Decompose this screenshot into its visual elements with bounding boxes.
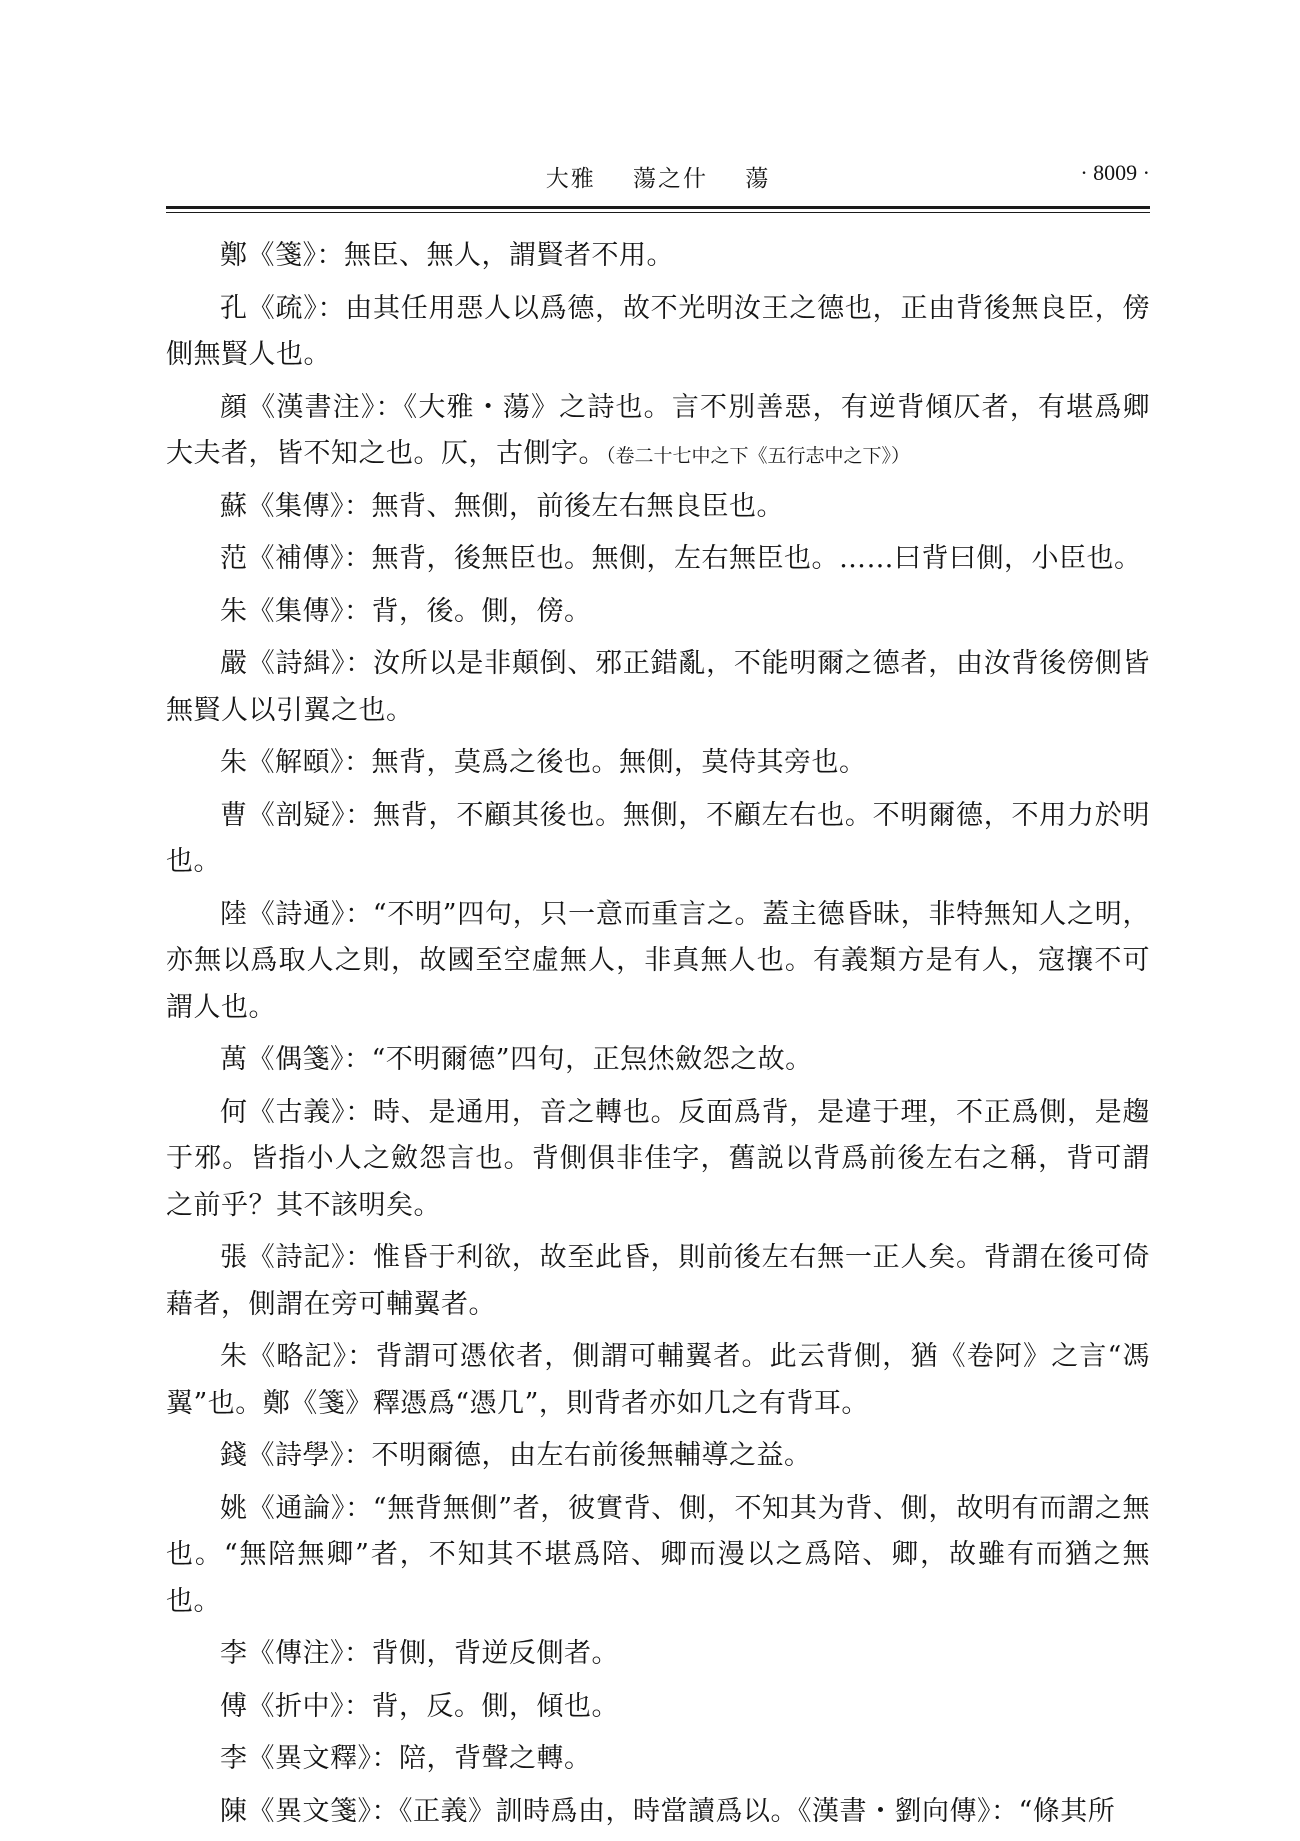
- body-text: [166, 233, 1150, 1841]
- paragraph-text: 張《詩記》：惟昏于利欲，故至此昏，則前後左右無一正人矣。背謂在後可倚藉者，側謂在旁可輔翼者。: [166, 1242, 1150, 1320]
- commentary-paragraph: [166, 1235, 1150, 1330]
- source-note: （卷二十七中之下《五行志中之下》）: [606, 445, 911, 467]
- commentary-paragraph: [166, 484, 1150, 533]
- paragraph-text: 范《補傳》：無背，後無臣也。無側，左右無臣也。……曰背曰側，小臣也。: [220, 543, 1142, 574]
- paragraph-text: 傅《折中》：背，反。側，傾也。: [220, 1690, 619, 1722]
- running-header: [166, 160, 1150, 196]
- paragraph-text: 朱《集傳》：背，後。側，傍。: [220, 595, 592, 627]
- commentary-paragraph: [166, 1486, 1150, 1628]
- paragraph-text: 蘇《集傳》：無背、無側，前後左右無良臣也。: [220, 490, 784, 522]
- commentary-paragraph: [166, 233, 1150, 282]
- commentary-paragraph: [166, 536, 1150, 585]
- commentary-paragraph: [166, 892, 1150, 1034]
- commentary-paragraph: [166, 1789, 1150, 1838]
- paragraph-text: 陳《異文箋》：《正義》訓時爲由，時當讀爲以。《漢書・劉向傳》：“條其所: [220, 1795, 1116, 1827]
- commentary-paragraph: [166, 740, 1150, 789]
- paragraph-text: 顔《漢書注》：《大雅・蕩》之詩也。言不別善惡，有逆背傾仄者，有堪爲卿大夫者，皆不知之也。仄，古側字。: [166, 391, 1150, 469]
- paragraph-text: 李《傳注》：背側，背逆反側者。: [220, 1638, 619, 1669]
- page-number: · 8009 ·: [1080, 160, 1150, 185]
- commentary-paragraph: [166, 1684, 1150, 1733]
- commentary-paragraph: [166, 286, 1150, 381]
- paragraph-text: 鄭《箋》：無臣、無人，謂賢者不用。: [220, 240, 674, 271]
- running-title-part: 大雅: [545, 166, 596, 192]
- commentary-paragraph: [166, 1433, 1150, 1482]
- paragraph-text: 嚴《詩緝》：汝所以是非顛倒、邪正錯亂，不能明爾之德者，由汝背後傍側皆無賢人以引翼之也。: [166, 648, 1150, 726]
- paragraph-text: 錢《詩學》：不明爾德，由左右前後無輔導之益。: [220, 1440, 812, 1471]
- commentary-paragraph: [166, 641, 1150, 736]
- paragraph-text: 李《異文釋》：陪，背聲之轉。: [220, 1743, 592, 1774]
- header-rule-thin: [166, 212, 1150, 213]
- paragraph-text: 朱《解頤》：無背，莫爲之後也。無側，莫侍其旁也。: [220, 747, 867, 778]
- paragraph-text: 萬《偶箋》：“不明爾德”四句，正炰烋斂怨之故。: [220, 1044, 813, 1075]
- commentary-paragraph: [166, 385, 1150, 480]
- commentary-paragraph: [166, 1090, 1150, 1232]
- commentary-paragraph: [166, 1334, 1150, 1429]
- commentary-paragraph: [166, 589, 1150, 638]
- paragraph-text: 孔《疏》：由其任用惡人以爲德，故不光明汝王之德也，正由背後無良臣，傍側無賢人也。: [166, 292, 1150, 370]
- running-title: [166, 160, 1150, 193]
- commentary-paragraph: [166, 793, 1150, 888]
- running-title-part: 蕩: [745, 166, 771, 192]
- commentary-paragraph: [166, 1736, 1150, 1785]
- paragraph-text: 朱《略記》：背謂可憑依者，側謂可輔翼者。此云背側，猶《卷阿》之言“馮翼”也。鄭《箋》釋憑爲“憑几”，則背者亦如几之有背耳。: [166, 1341, 1150, 1419]
- paragraph-text: 姚《通論》：“無背無側”者，彼實背、側，不知其为背、側，故明有而謂之無也。“無陪無卿”者，不知其不堪爲陪、卿而漫以之爲陪、卿，故雖有而猶之無也。: [166, 1492, 1150, 1617]
- commentary-paragraph: [166, 1037, 1150, 1086]
- header-rule: [166, 206, 1150, 209]
- commentary-paragraph: [166, 1631, 1150, 1680]
- running-title-part: 蕩之什: [633, 166, 708, 192]
- paragraph-text: 曹《剖疑》：無背，不顧其後也。無側，不顧左右也。不明爾德，不用力於明也。: [166, 799, 1150, 877]
- paragraph-text: 陸《詩通》：“不明”四句，只一意而重言之。蓋主德昏昧，非特無知人之明，亦無以爲取人之則，故國至空虛無人，非真無人也。有義類方是有人，寇攘不可謂人也。: [166, 898, 1150, 1023]
- paragraph-text: 何《古義》：時、是通用，音之轉也。反面爲背，是違于理，不正爲側，是趨于邪。皆指小人之斂怨言也。背側俱非佳字，舊説以背爲前後左右之稱，背可謂之前乎？其不該明矣。: [166, 1096, 1150, 1221]
